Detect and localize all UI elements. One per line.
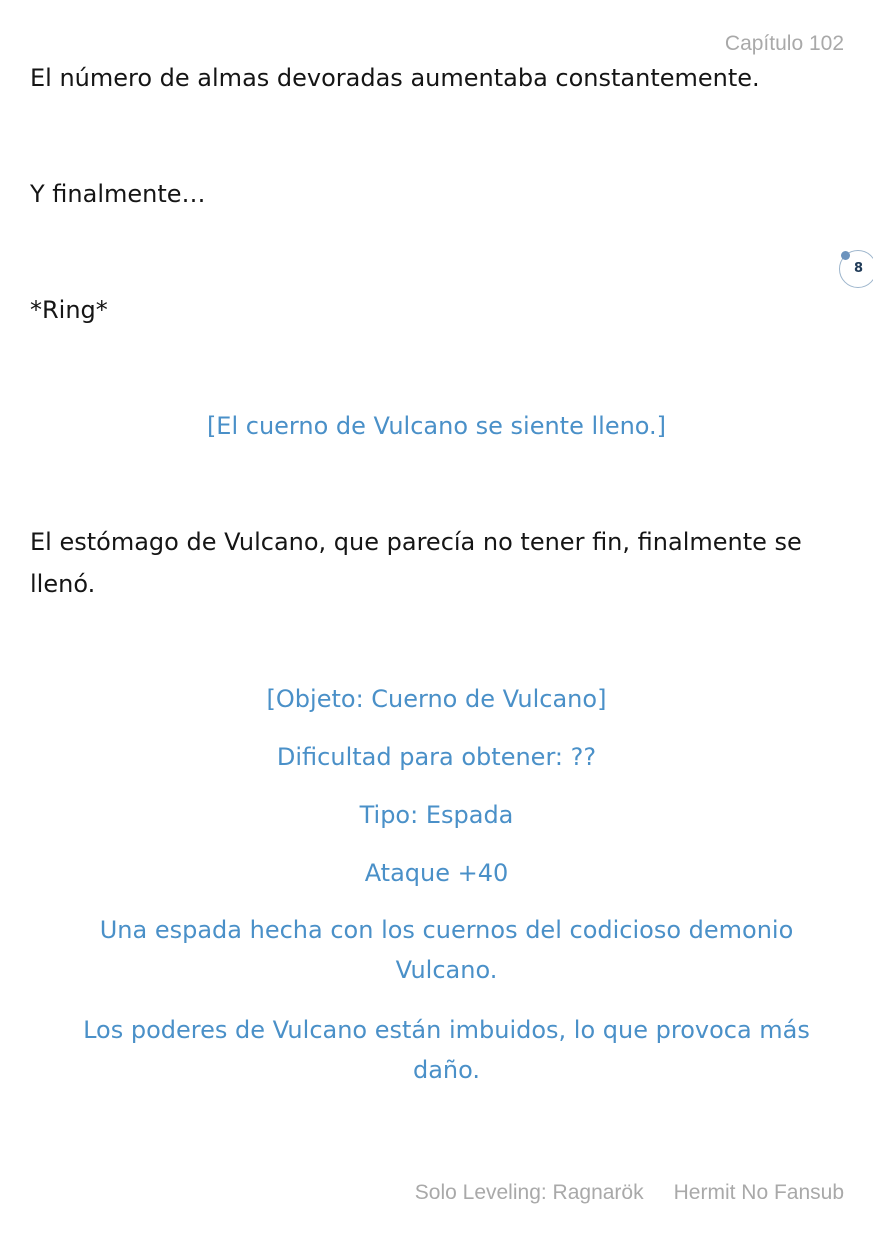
item-attack: Ataque +40	[364, 859, 509, 887]
item-type: Tipo: Espada	[359, 801, 514, 829]
chapter-label: Capítulo 102	[724, 32, 844, 55]
item-difficulty: Dificultad para obtener: ??	[276, 743, 597, 771]
paragraph-2: Y finalmente…	[30, 180, 206, 208]
paragraph-4: El estómago de Vulcano, que parecía no tener fin, finalmente se llenó.	[30, 528, 802, 598]
paragraph-3: *Ring*	[30, 296, 108, 324]
page-indicator[interactable]	[839, 250, 873, 288]
item-description-2: Los poderes de Vulcano están imbuidos, lo que provoca más daño.	[83, 1016, 810, 1084]
footer	[415, 1181, 844, 1205]
page-number: 8	[854, 261, 864, 276]
item-description-1: Una espada hecha con los cuernos del codicioso demonio Vulcano.	[99, 916, 794, 984]
system-message: [El cuerno de Vulcano se siente lleno.]	[206, 412, 667, 440]
footer-translator: Hermit No Fansub	[673, 1181, 844, 1204]
paragraph-1: El número de almas devoradas aumentaba constantemente.	[30, 64, 760, 92]
footer-series-title: Solo Leveling: Ragnarök	[414, 1181, 644, 1204]
item-name: [Objeto: Cuerno de Vulcano]	[266, 685, 607, 713]
page-indicator-dot-icon	[841, 251, 850, 260]
